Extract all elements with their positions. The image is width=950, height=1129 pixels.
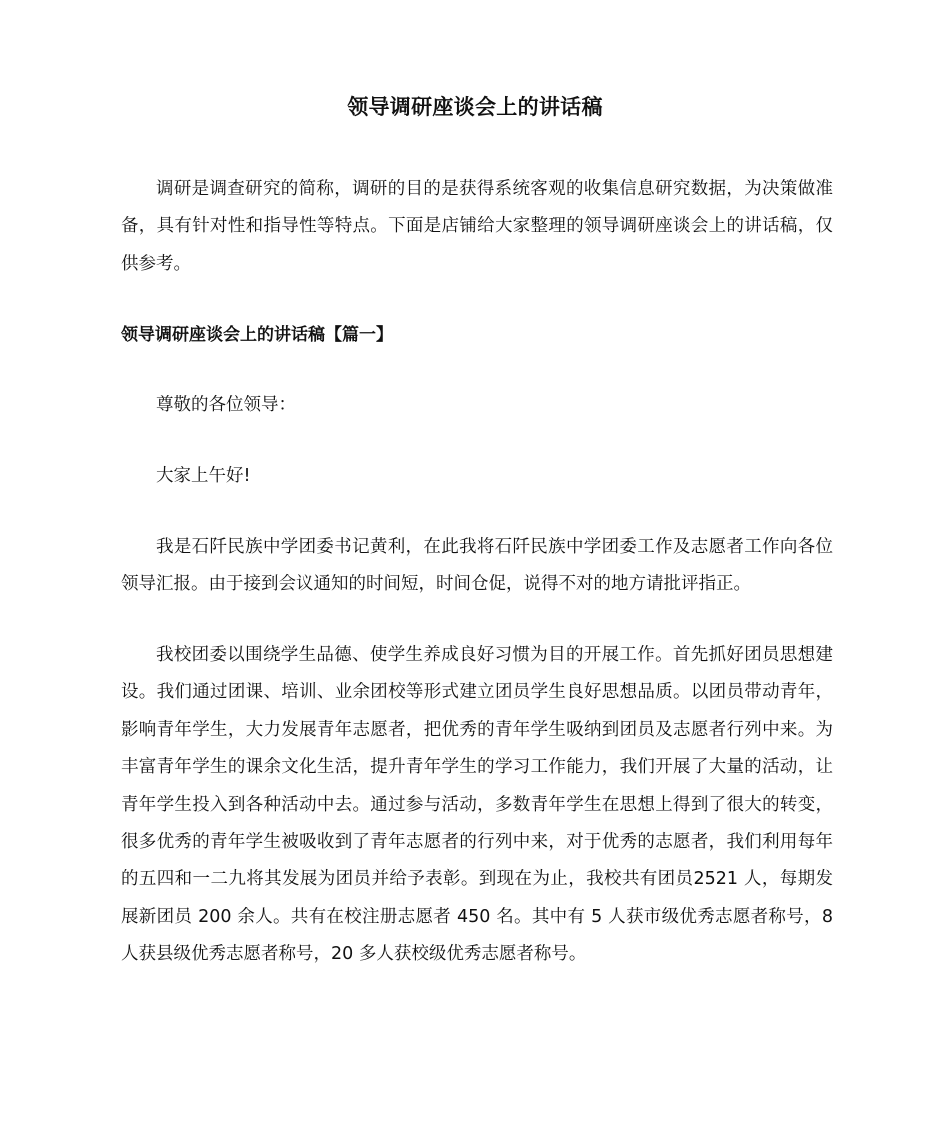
greeting-paragraph: 大家上午好!	[156, 466, 251, 486]
body-paragraph-1: 我是石阡民族中学团委书记黄利，在此我将石阡民族中学团委工作及志愿者工作向各位领导汇报。由于接到会议通知的时间短，时间仓促，说得不对的地方请批评指正。	[121, 537, 833, 595]
document-title: 领导调研座谈会上的讲话稿	[347, 95, 603, 119]
section-heading: 领导调研座谈会上的讲话稿【篇一】	[121, 325, 393, 345]
salutation-paragraph: 尊敬的各位领导：	[156, 395, 296, 415]
intro-paragraph: 调研是调查研究的简称，调研的目的是获得系统客观的收集信息研究数据，为决策做准备，具有针对性和指导性等特点。下面是店铺给大家整理的领导调研座谈会上的讲话稿，仅供参考。	[121, 179, 833, 274]
body-paragraph-2: 我校团委以围绕学生品德、使学生养成良好习惯为目的开展工作。首先抓好团员思想建设。我们通过团课、培训、业余团校等形式建立团员学生良好思想品质。以团员带动青年，影响青年学生，大力发展青年志愿者，把优秀的青年学生吸纳到团员及志愿者行列中来。为丰富青年学生的课余文化生活，提升青年学生的学习工作能力，我们开展了大量的活动，让青年学生投入到各种活动中去。通过参与活动，多数青年学生在思想上得到了很大的转变，很多优秀的青年学生被吸收到了青年志愿者的行列中来，对于优秀的志愿者，我们利用每年的五四和一二九将其发展为团员并给予表彰。到现在为止，我校共有团员2521 人，每期发展新团员 200 余人。共有在校注册志愿者 450 名。其中有 5 人获市级优秀志愿者称号，8 人获县级优秀志愿者称号，20 多人获校级优秀志愿者称号。	[121, 645, 833, 965]
